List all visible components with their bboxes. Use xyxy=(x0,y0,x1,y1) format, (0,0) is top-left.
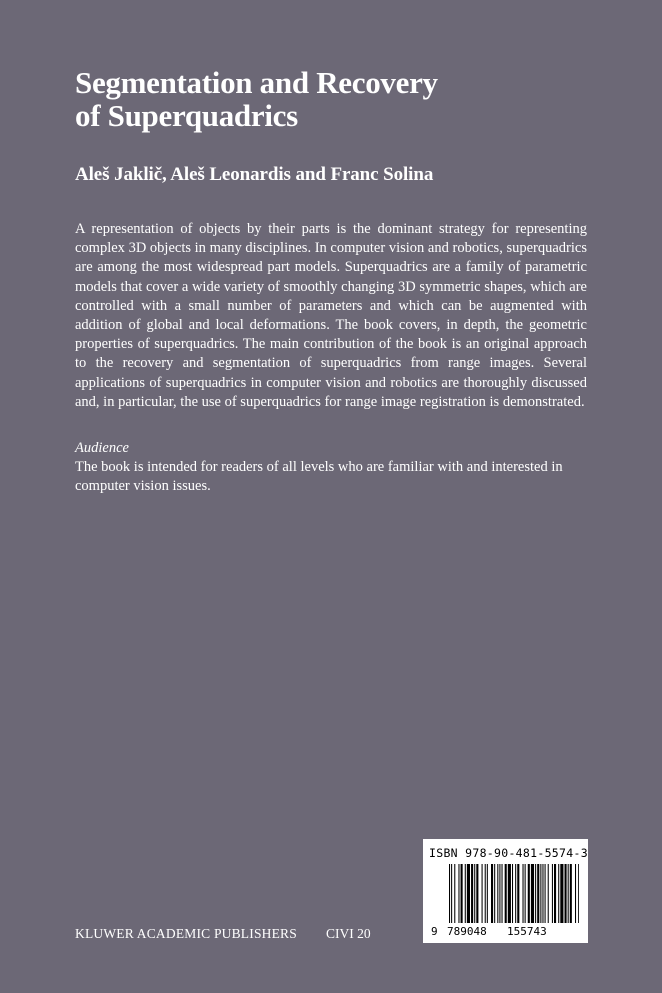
title-line-1: Segmentation and Recovery xyxy=(75,65,438,100)
ean-digits xyxy=(431,925,581,938)
barcode xyxy=(449,864,579,923)
audience-text: The book is intended for readers of all levels who are familiar with and interested in computer vision issues. xyxy=(75,459,563,495)
book-description: A representation of objects by their parts is the dominant strategy for representing complex 3D objects in many disciplines. In computer vision and robotics, superquadrics are among the most widespread part models. Superquadrics are a family of parametric models that cover a wide variety of smoothly changing 3D symmetric shapes, which are controlled with a small number of parameters and which can be augmented with addition of global and local deformations. The book covers, in depth, the geometric properties of superquadrics. The main contribution of the book is an original approach to the recovery and segmentation of superquadrics from range images. Several applications of superquadrics in computer vision and robotics are thoroughly discussed and, in particular, the use of superquadrics for range image registration is demonstrated. xyxy=(75,221,587,410)
ean-left-group: 789048 xyxy=(447,925,487,938)
ean-first-digit: 9 xyxy=(431,925,438,938)
isbn-number: ISBN 978-90-481-5574-3 xyxy=(429,846,588,860)
ean-right-group: 155743 xyxy=(507,925,547,938)
book-title xyxy=(75,66,615,132)
audience-heading: Audience xyxy=(75,440,129,456)
series-code: CIVI 20 xyxy=(326,926,371,941)
isbn-barcode-box xyxy=(423,839,588,943)
title-line-2: of Superquadrics xyxy=(75,98,298,133)
publisher-name: KLUWER ACADEMIC PUBLISHERS xyxy=(75,926,297,941)
authors: Aleš Jaklič, Aleš Leonardis and Franc Solina xyxy=(75,164,434,185)
